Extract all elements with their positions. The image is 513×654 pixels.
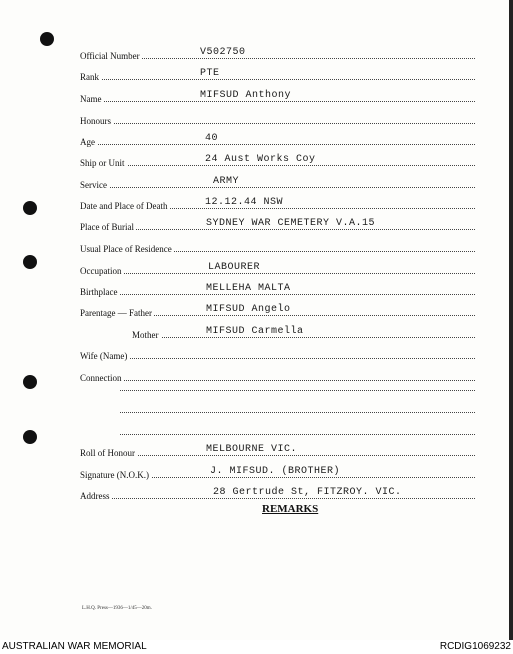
field-official-number xyxy=(80,43,475,61)
record-id: RCDIG1069232 xyxy=(439,641,511,652)
field-name xyxy=(80,86,475,104)
field-birthplace xyxy=(80,279,475,297)
punch-hole xyxy=(23,201,37,215)
field-value: 12.12.44 NSW xyxy=(205,197,284,208)
page-edge xyxy=(509,0,513,640)
field-label: Wife (Name) xyxy=(80,351,128,361)
field-value: J. MIFSUD. (BROTHER) xyxy=(210,466,341,477)
field-value: ARMY xyxy=(213,176,240,187)
field-father xyxy=(80,300,475,318)
field-label: Parentage — Father xyxy=(80,308,152,318)
printer-imprint: L.H.Q. Press—1936—1/45—20m. xyxy=(82,606,152,611)
field-label: Connection xyxy=(80,373,122,383)
field-signature xyxy=(80,462,475,480)
field-label: Usual Place of Residence xyxy=(80,244,172,254)
field-service xyxy=(80,172,475,190)
field-usual-residence xyxy=(80,236,475,254)
field-label: Name xyxy=(80,94,102,104)
field-label: Ship or Unit xyxy=(80,158,125,168)
field-value: MELLEHA MALTA xyxy=(206,283,291,294)
field-honours xyxy=(80,108,475,126)
field-label: Mother xyxy=(132,330,159,340)
field-label: Age xyxy=(80,137,95,147)
punch-hole xyxy=(23,375,37,389)
blank-line xyxy=(120,433,475,435)
field-age xyxy=(80,129,475,147)
field-label: Honours xyxy=(80,116,111,126)
field-label: Occupation xyxy=(80,266,122,276)
remarks-heading: REMARKS xyxy=(262,503,319,515)
punch-hole xyxy=(23,255,37,269)
field-wife xyxy=(80,343,475,361)
field-value: MELBOURNE VIC. xyxy=(206,444,298,455)
field-date-place-death xyxy=(80,193,475,211)
field-roll-of-honour xyxy=(80,440,475,458)
field-value: SYDNEY WAR CEMETERY V.A.15 xyxy=(206,218,376,229)
field-label: Signature (N.O.K.) xyxy=(80,470,149,480)
field-occupation xyxy=(80,258,475,276)
field-value: PTE xyxy=(200,68,220,79)
field-value: LABOURER xyxy=(208,262,261,273)
field-label: Official Number xyxy=(80,51,140,61)
field-value: V502750 xyxy=(200,47,246,58)
field-label: Roll of Honour xyxy=(80,448,135,458)
blank-line xyxy=(120,389,475,391)
field-label: Date and Place of Death xyxy=(80,201,168,211)
field-label: Birthplace xyxy=(80,287,118,297)
field-mother xyxy=(80,322,475,340)
field-label: Rank xyxy=(80,72,99,82)
field-address xyxy=(80,483,475,501)
field-label: Service xyxy=(80,180,107,190)
field-value: MIFSUD Carmella xyxy=(206,326,304,337)
field-connection xyxy=(80,365,475,383)
blank-line xyxy=(120,411,475,413)
field-value: 24 Aust Works Coy xyxy=(205,154,316,165)
field-value: MIFSUD Anthony xyxy=(200,90,292,101)
field-ship-or-unit xyxy=(80,150,475,168)
archive-name: AUSTRALIAN WAR MEMORIAL xyxy=(2,641,147,652)
field-rank xyxy=(80,64,475,82)
field-label: Address xyxy=(80,491,110,501)
field-label: Place of Burial xyxy=(80,222,134,232)
punch-hole xyxy=(23,430,37,444)
field-value: 40 xyxy=(205,133,219,144)
field-value: MIFSUD Angelo xyxy=(206,304,291,315)
archive-caption-bar xyxy=(0,640,513,654)
punch-hole xyxy=(40,32,54,46)
field-value: 28 Gertrude St, FITZROY. VIC. xyxy=(213,487,402,498)
field-place-of-burial xyxy=(80,214,475,232)
